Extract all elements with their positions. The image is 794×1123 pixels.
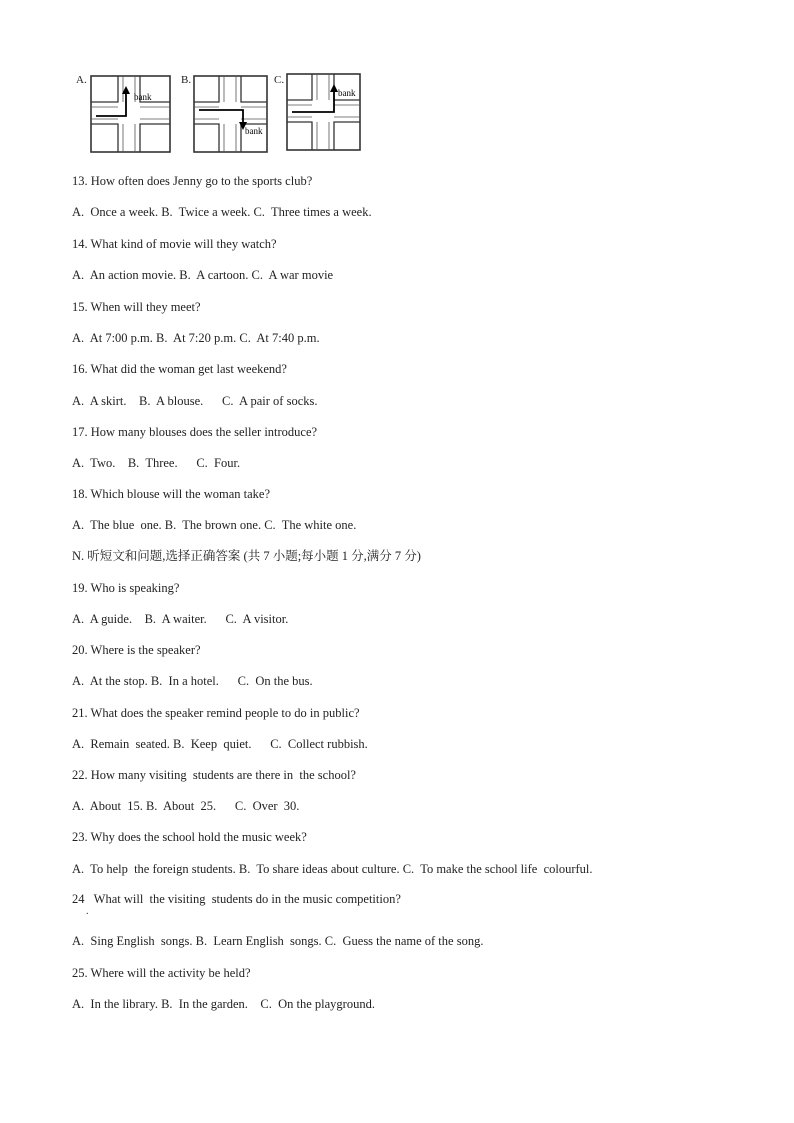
options-16: A. A skirt. B. A blouse. C. A pair of socks.	[72, 394, 318, 408]
route-line	[96, 92, 126, 116]
question-16: 16. What did the woman get last weekend?	[72, 362, 287, 376]
question-19: 19. Who is speaking?	[72, 581, 180, 595]
question-20: 20. Where is the speaker?	[72, 643, 201, 657]
route-line	[199, 110, 243, 124]
stray-mark: .	[86, 906, 89, 917]
question-18: 18. Which blouse will the woman take?	[72, 487, 270, 501]
options-21: A. Remain seated. B. Keep quiet. C. Collect rubbish.	[72, 737, 368, 751]
options-19: A. A guide. B. A waiter. C. A visitor.	[72, 612, 289, 626]
route-line	[292, 90, 334, 112]
bank-label-a: bank	[134, 92, 152, 102]
map-b-diagram	[193, 72, 269, 154]
question-21: 21. What does the speaker remind people to do in public?	[72, 706, 360, 720]
question-17: 17. How many blouses does the seller introduce?	[72, 425, 318, 439]
options-22: A. About 15. B. About 25. C. Over 30.	[72, 799, 300, 813]
map-letter-c: C.	[274, 74, 285, 86]
direction-maps	[76, 72, 376, 156]
question-14: 14. What kind of movie will they watch?	[72, 237, 277, 251]
options-23: A. To help the foreign students. B. To share ideas about culture. C. To make the school life colourful.	[72, 862, 593, 876]
bank-label-b: bank	[245, 126, 263, 136]
bank-label-c: bank	[338, 88, 356, 98]
question-15: 15. When will they meet?	[72, 300, 201, 314]
question-13: 13. How often does Jenny go to the sports club?	[72, 174, 313, 188]
options-18: A. The blue one. B. The brown one. C. The white one.	[72, 518, 357, 532]
options-13: A. Once a week. B. Twice a week. C. Three times a week.	[72, 205, 372, 219]
map-letter-b: B.	[181, 74, 192, 86]
map-c-diagram	[286, 72, 362, 154]
map-a-diagram	[90, 72, 172, 154]
options-20: A. At the stop. B. In a hotel. C. On the bus.	[72, 674, 313, 688]
question-24: 24 What will the visiting students do in the music competition?	[72, 892, 401, 906]
options-15: A. At 7:00 p.m. B. At 7:20 p.m. C. At 7:40 p.m.	[72, 331, 320, 345]
question-25: 25. Where will the activity be held?	[72, 966, 251, 980]
options-24: A. Sing English songs. B. Learn English songs. C. Guess the name of the song.	[72, 934, 484, 948]
options-14: A. An action movie. B. A cartoon. C. A war movie	[72, 268, 334, 282]
arrow-up-icon	[330, 84, 338, 92]
map-letter-a: A.	[76, 74, 87, 86]
question-23: 23. Why does the school hold the music week?	[72, 830, 307, 844]
section-heading: N. 听短文和问题,选择正确答案 (共 7 小题;每小题 1 分,满分 7 分)	[72, 549, 421, 563]
options-25: A. In the library. B. In the garden. C. On the playground.	[72, 997, 375, 1011]
options-17: A. Two. B. Three. C. Four.	[72, 456, 241, 470]
question-22: 22. How many visiting students are there in the school?	[72, 768, 356, 782]
